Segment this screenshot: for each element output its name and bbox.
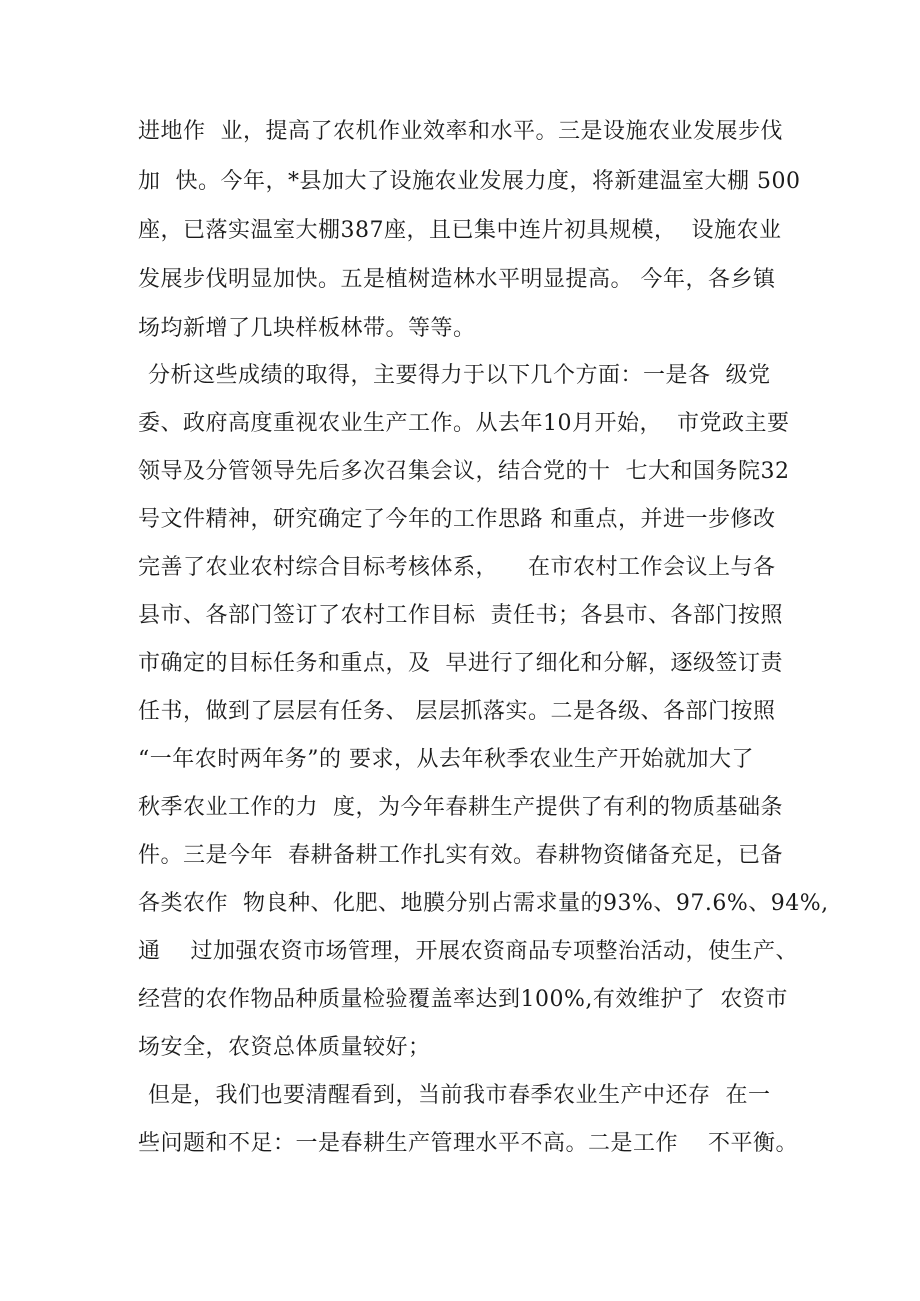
text-line: 场均新增了几块样板林带。等等。 [138,316,476,341]
text-line: 件。三是今年 春耕备耕工作扎实有效。春耕物资储备充足，已备 [138,843,783,868]
text-line: 场安全，农资总体质量较好； [138,1035,431,1060]
text-line: 发展步伐明显加快。五是植树造林水平明显提高。 今年，各乡镇 [138,267,776,292]
text-line: 通 过加强农资市场管理，开展农资商品专项整治活动，使生产、 [138,939,798,964]
text-line: 任书，做到了层层有任务、 层层抓落实。二是各级、各部门按照 [138,699,776,724]
text-line: 但是，我们也要清醒看到，当前我市春季农业生产中还存 在一 [148,1083,771,1108]
text-line: 座，已落实温室大棚387座，且已集中连片初具规模， 设施农业 [138,218,782,243]
text-line: 经营的农作物品种质量检验覆盖率达到100%,有效维护了 农资市 [138,987,788,1012]
text-line: 县市、各部门签订了农村工作目标 责任书；各县市、各部门按照 [138,603,783,628]
text-line: 各类农作 物良种、化肥、地膜分别占需求量的93%、97.6%、94%, [138,891,829,916]
text-line: 委、政府高度重视农业生产工作。从去年10月开始， 市党政主要 [138,411,790,436]
text-line: 进地作 业，提高了农机作业效率和水平。三是设施农业发展步伐 [138,119,783,144]
text-line: 完善了农业农村综合目标考核体系， 在市农村工作会议上与各 [138,555,776,580]
text-line: 分析这些成绩的取得，主要得力于以下几个方面：一是各 级党 [148,363,771,388]
text-line: 加 快。今年，*县加大了设施农业发展力度，将新建温室大棚 500 [138,169,801,194]
text-line: 号文件精神，研究确定了今年的工作思路 和重点，并进一步修改 [138,507,776,532]
text-line: “一年农时两年务”的 要求，从去年秋季农业生产开始就加大了 [138,747,754,772]
text-line: 市确定的目标任务和重点，及 早进行了细化和分解，逐级签订责 [138,651,783,676]
text-line: 些问题和不足：一是春耕生产管理水平不高。二是工作 不平衡。 [138,1131,798,1156]
text-line: 秋季农业工作的力 度，为今年春耕生产提供了有利的物质基础条 [138,795,783,820]
text-line: 领导及分管领导先后多次召集会议，结合党的十 七大和国务院32 [138,459,790,484]
